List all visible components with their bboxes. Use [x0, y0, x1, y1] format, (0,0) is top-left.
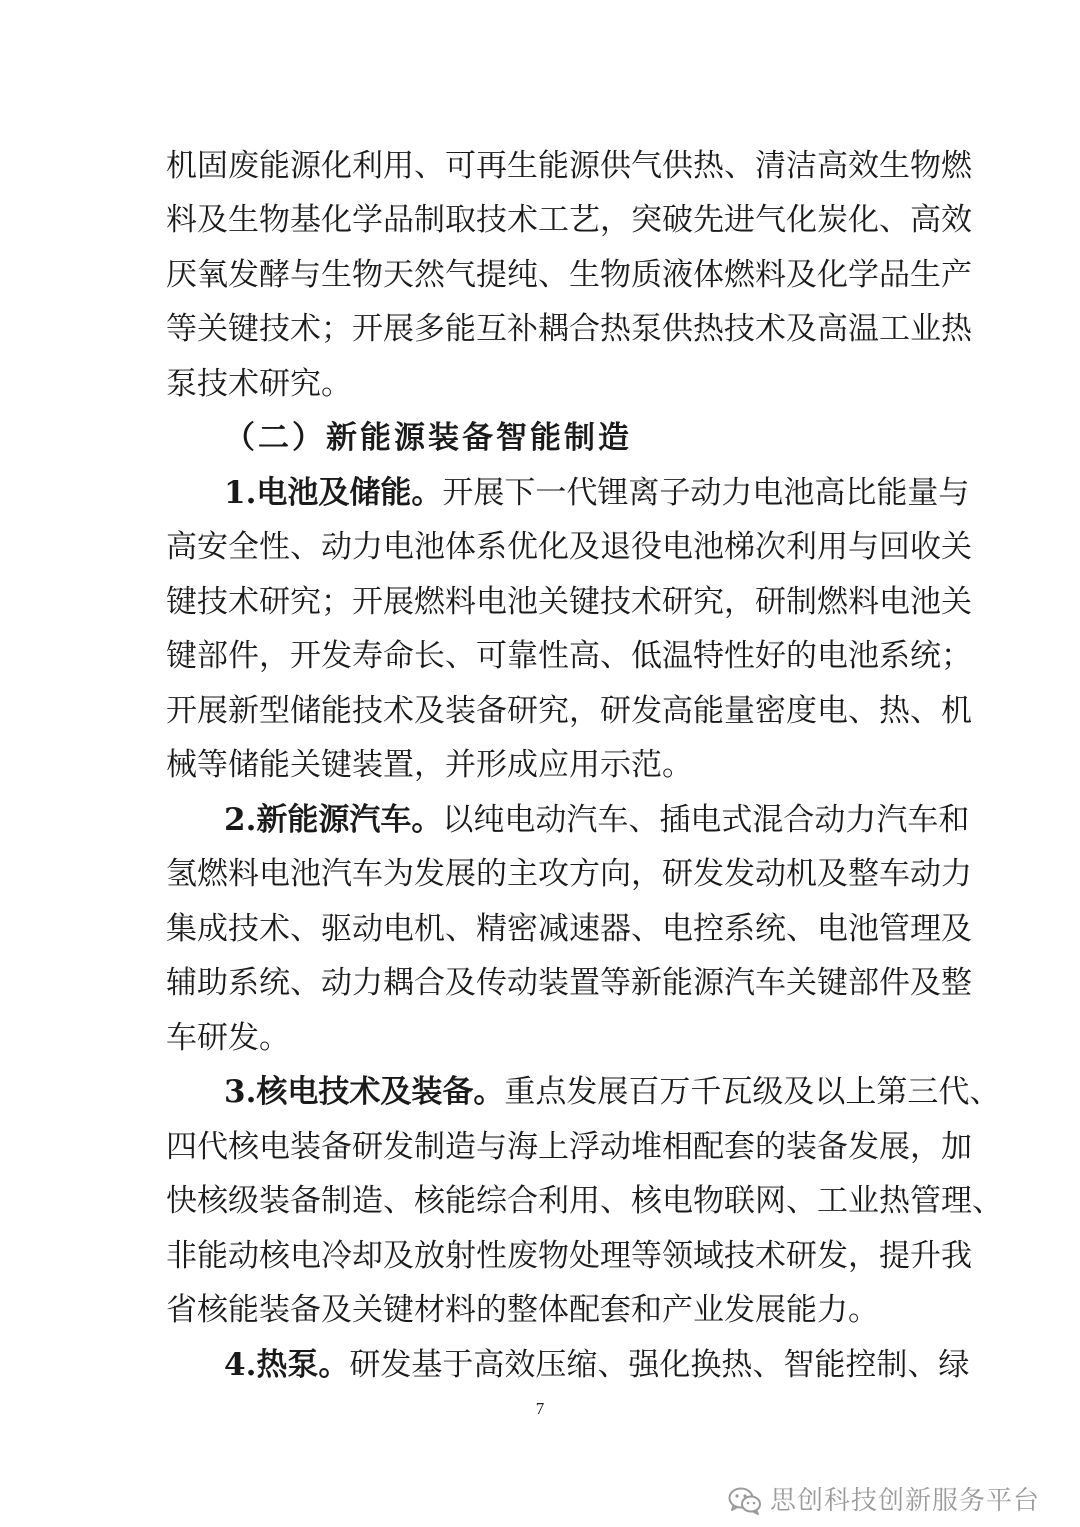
watermark-text: 思创科技创新服务平台 — [769, 1486, 1040, 1516]
item-text: 以纯电动汽车、插电式混合动力汽车和 — [442, 802, 970, 838]
item-first-line — [224, 473, 970, 513]
paragraph-line: 键技术研究；开展燃料电池关键技术研究，研制燃料电池关 — [166, 584, 972, 620]
paragraph-line: 高安全性、动力电池体系优化及退役电池梯次利用与回收关 — [166, 529, 972, 565]
paragraph-line: 集成技术、驱动电机、精密减速器、电控系统、电池管理及 — [166, 911, 972, 947]
item-first-line — [224, 1072, 1001, 1112]
item-lead: 2.新能源汽车。 — [224, 802, 443, 838]
item-lead: 3.核电技术及装备。 — [224, 1074, 505, 1110]
paragraph-line: 料及生物基化学品制取技术工艺，突破先进气化炭化、高效 — [166, 202, 972, 238]
paragraph-line: 厌氧发酵与生物天然气提纯、生物质液体燃料及化学品生产 — [166, 257, 972, 293]
paragraph-line: 械等储能关键装置，并形成应用示范。 — [166, 747, 693, 783]
item-first-line — [224, 1345, 970, 1385]
item-lead: 1.电池及储能。 — [224, 475, 443, 511]
page-number: 7 — [535, 1399, 545, 1418]
paragraph-line: 机固废能源化利用、可再生能源供气供热、清洁高效生物燃 — [166, 148, 972, 184]
section-heading: （二）新能源装备智能制造 — [224, 420, 632, 456]
item-first-line — [224, 800, 970, 840]
paragraph-line: 辅助系统、动力耦合及传动装置等新能源汽车关键部件及整 — [166, 965, 972, 1001]
paragraph-line: 车研发。 — [166, 1020, 290, 1056]
paragraph-line: 泵技术研究。 — [166, 366, 352, 402]
wechat-icon — [728, 1487, 762, 1515]
item-text: 研发基于高效压缩、强化换热、智能控制、绿 — [349, 1347, 970, 1383]
paragraph-line: 省核能装备及关键材料的整体配套和产业发展能力。 — [166, 1292, 879, 1328]
paragraph-line: 非能动核电冷却及放射性废物处理等领域技术研发，提升我 — [166, 1238, 972, 1274]
paragraph-line: 氢燃料电池汽车为发展的主攻方向，研发发动机及整车动力 — [166, 856, 972, 892]
paragraph-line: 键部件，开发寿命长、可靠性高、低温特性好的电池系统； — [166, 638, 972, 674]
paragraph-line: 等关键技术；开展多能互补耦合热泵供热技术及高温工业热 — [166, 311, 972, 347]
item-lead: 4.热泵。 — [224, 1347, 350, 1383]
item-text: 开展下一代锂离子动力电池高比能量与 — [442, 475, 970, 511]
item-text: 重点发展百万千瓦级及以上第三代、 — [504, 1074, 1001, 1110]
paragraph-line: 四代核电装备研发制造与海上浮动堆相配套的装备发展，加 — [166, 1129, 972, 1165]
paragraph-line: 开展新型储能技术及装备研究，研发高能量密度电、热、机 — [166, 693, 972, 729]
watermark — [728, 1484, 1040, 1518]
paragraph-line: 快核级装备制造、核能综合利用、核电物联网、工业热管理、 — [166, 1183, 1003, 1219]
